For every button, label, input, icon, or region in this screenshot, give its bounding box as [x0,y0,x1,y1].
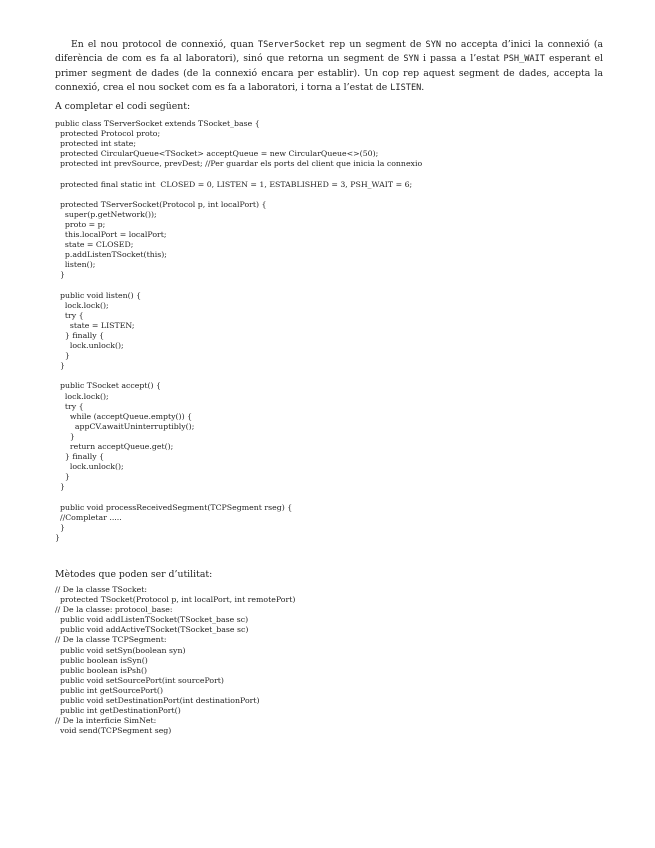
methods-heading: Mètodes que poden ser d’utilitat: [55,569,213,580]
code-line [55,371,422,381]
code-line: public void listen() { [55,290,142,300]
code-line: } [55,532,60,542]
method-line: public void addListenTSocket(TSocket_base sc) [55,615,249,625]
code-line: } [55,522,65,532]
method-line: public void setSourcePort(int sourcePort) [55,675,224,685]
code-line: //Completar ..... [55,512,122,522]
code-line: public class TServerSocket extends TSocket_base { [55,119,260,128]
code-line [55,190,422,200]
flag-syn: SYN [425,40,442,50]
intro-text-5: esperant el primer segment de dades (de la connexió encara per establir). Un cop rep aquest segment de dades, accepta la connexió, crea el nou socket com es fa a laboratori, i torna a l’estat de [55,53,604,93]
code-listing [55,119,422,543]
code-line [55,492,422,502]
code-line: public TSocket accept() { [55,381,161,391]
method-line: // De la classe: protocol_base: [55,605,173,615]
methods-listing [55,585,295,736]
code-line: this.localPort = localPort; [55,230,167,240]
code-line: public void processReceivedSegment(TCPSegment rseg) { [55,502,293,512]
code-line: try { [55,310,84,320]
code-line: } [55,270,65,280]
code-line: return acceptQueue.get(); [55,442,174,451]
code-line: listen(); [55,260,96,270]
code-line [55,281,422,291]
code-line: proto = p; [55,219,106,229]
method-line: public void addActiveTSocket(TSocket_base sc) [55,625,249,635]
method-line: protected TSocket(Protocol p, int localPort, int remotePort) [55,595,296,605]
code-line: try { [55,401,84,411]
code-line: appCV.awaitUninterruptibly(); [55,421,195,431]
code-line: lock.lock(); [55,300,109,310]
method-line: public int getDestinationPort() [55,706,181,716]
code-line: } finally { [55,452,105,462]
intro-text-6: . [421,81,425,93]
code-line: lock.lock(); [55,391,109,401]
code-line: protected final static int CLOSED = 0, LISTEN = 1, ESTABLISHED = 3, PSH_WAIT = 6; [55,179,413,189]
code-line: protected Protocol proto; [55,129,161,139]
code-line: } [55,482,65,492]
method-line: // De la classe TCPSegment: [55,635,167,645]
method-line: public void setSyn(boolean syn) [55,645,186,655]
intro-text-2: rep un segment de [325,39,426,50]
code-line: } [55,431,75,441]
code-line: } [55,472,70,482]
code-line: lock.unlock(); [55,462,124,472]
code-line: } [55,351,70,361]
code-line: protected TServerSocket(Protocol p, int localPort) { [55,199,267,209]
code-line: protected CircularQueue<TSocket> acceptQueue = new CircularQueue<>(50); [55,149,379,159]
state-psh-wait: PSH_WAIT [503,54,545,65]
intro-text-4: i passa a l’estat [418,53,504,65]
flag-syn-2: SYN [403,54,419,65]
method-line: // De la interficie SimNet: [55,716,157,726]
method-line: public boolean isSyn() [55,655,148,665]
code-line: while (acceptQueue.empty()) { [55,411,193,421]
intro-text-3: no accepta d’inici la connexió (a diferència de com es fa al laboratori), sinó que retorna un segment de [55,39,603,65]
code-line: super(p.getNetwork()); [55,209,157,219]
complete-code-heading: A completar el codi següent: [55,101,191,112]
method-line: void send(TCPSegment seg) [55,726,172,736]
code-line: lock.unlock(); [55,341,124,351]
class-name-tserversocket: TServerSocket [257,40,326,50]
code-line: } finally { [55,330,105,340]
code-line: } [55,361,65,371]
code-line: protected int state; [55,139,136,149]
method-line: public void setDestinationPort(int destinationPort) [55,696,260,706]
method-line: public boolean isPsh() [55,665,148,675]
intro-paragraph [55,38,603,95]
code-line: state = LISTEN; [55,320,135,330]
code-line: state = CLOSED; [55,240,134,250]
code-line: protected int prevSource, prevDest; //Per guardar els ports del client que inicia la connexio [55,159,423,169]
code-line [55,169,422,179]
intro-text-1: En el nou protocol de connexió, quan [71,39,258,50]
code-line: p.addListenTSocket(this); [55,250,167,260]
method-line: // De la classe TSocket: [55,585,148,594]
state-listen: LISTEN [390,82,422,93]
method-line: public int getSourcePort() [55,685,163,695]
